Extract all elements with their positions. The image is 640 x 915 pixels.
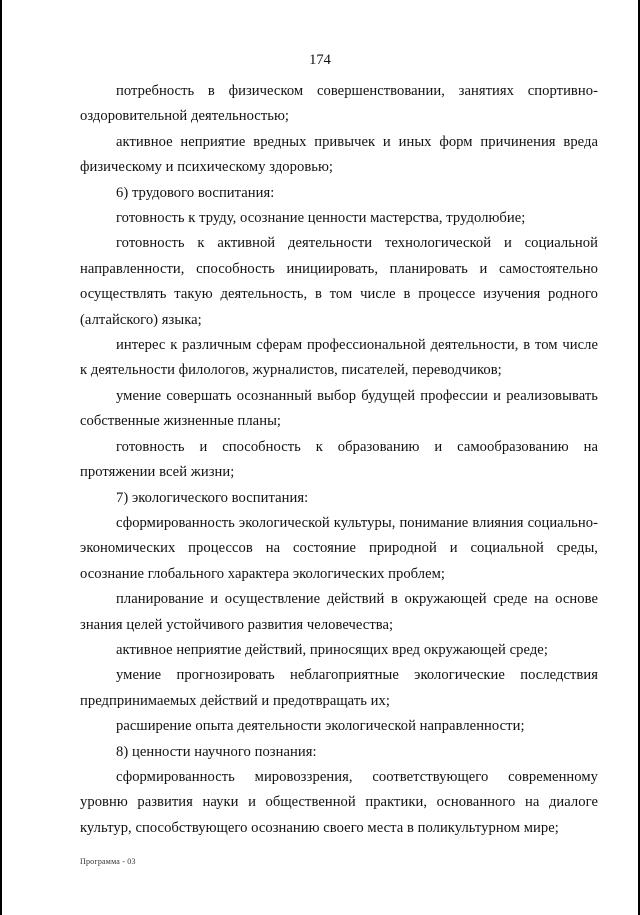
paragraph: планирование и осуществление действий в окружающей среде на основе знания целей устойчивого развития человечества; (80, 591, 598, 633)
paragraph: сформированность мировоззрения, соответствующего современному уровню развития науки и общественной практики, основанного на диалоге культур, способствующего осознанию своего места в поликультурном мире; (80, 768, 598, 836)
body-text (80, 79, 598, 841)
paragraph: активное неприятие действий, приносящих вред окружающей среде; (116, 641, 548, 658)
paragraph: умение прогнозировать неблагоприятные экологические последствия предпринимаемых действий и предотвращать их; (80, 667, 598, 709)
section-heading: 7) экологического воспитания: (116, 489, 309, 506)
paragraph: потребность в физическом совершенствовании, занятиях спортивно-оздоровительной деятельностью; (80, 83, 598, 125)
paragraph: активное неприятие вредных привычек и иных форм причинения вреда физическому и психическому здоровью; (80, 133, 598, 176)
paragraph: готовность к активной деятельности технологической и социальной направленности, способность инициировать, планировать и самостоятельно осуществлять такую деятельность, в том числе в процессе изучения родного (алтайского) языка; (80, 235, 598, 328)
paragraph: готовность и способность к образованию и самообразованию на протяжении всей жизни; (80, 438, 598, 481)
paragraph: умение совершать осознанный выбор будущей профессии и реализовывать собственные жизненные планы; (80, 387, 598, 430)
section-heading: 8) ценности научного познания: (116, 743, 317, 760)
paragraph: сформированность экологической культуры, понимание влияния социально-экономических процессов на состояние природной и социальной среды, осознание глобального характера экологических проблем; (80, 514, 598, 582)
paragraph: расширение опыта деятельности экологической направленности; (116, 718, 525, 735)
section-heading: 6) трудового воспитания: (116, 184, 275, 201)
page-footer: Программа - 03 (80, 857, 136, 866)
page-number: 174 (309, 52, 331, 68)
paragraph: готовность к труду, осознание ценности мастерства, трудолюбие; (116, 210, 526, 227)
paragraph: интерес к различным сферам профессиональной деятельности, в том числе к деятельности филологов, журналистов, писателей, переводчиков; (80, 337, 598, 379)
